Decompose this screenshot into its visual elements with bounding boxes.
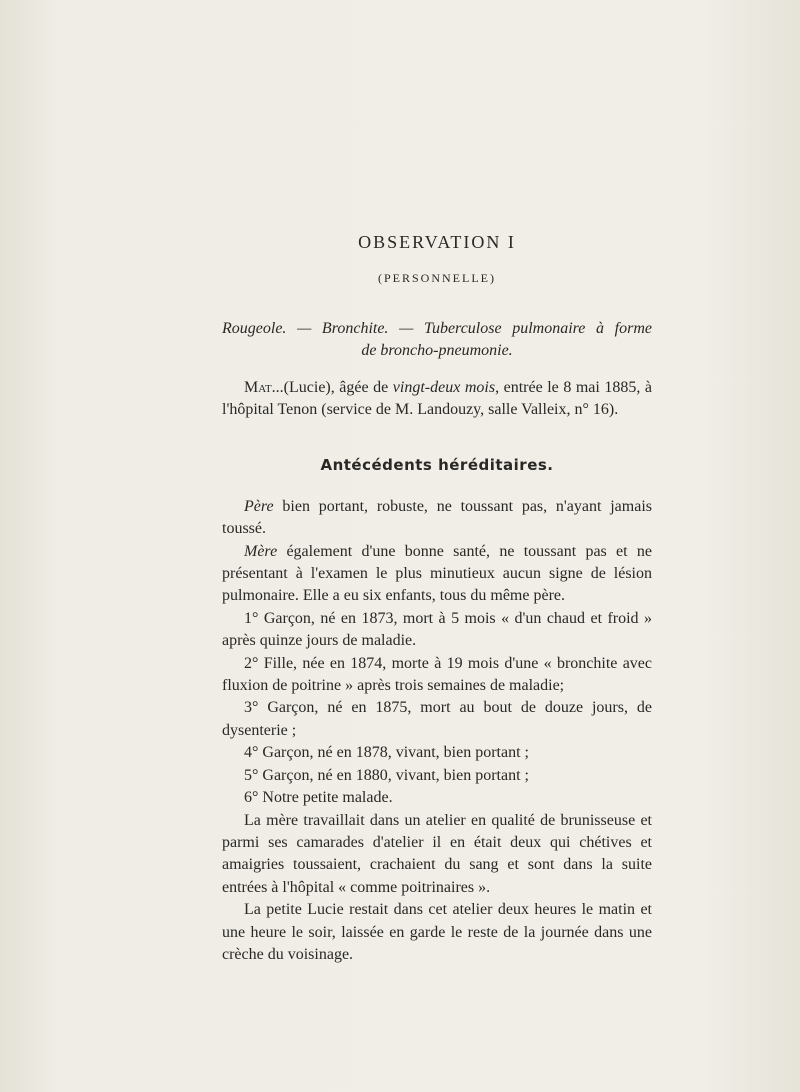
patient-age: vingt-deux mois (392, 379, 496, 396)
diagnosis-line-2: de broncho-pneumonie. (361, 342, 513, 359)
intro-text-1: (Lucie), âgée de (283, 379, 393, 396)
section-title: Antécédents héréditaires. (320, 455, 554, 474)
patient-name: Mat... (244, 379, 284, 396)
diagnosis-heading (222, 318, 652, 362)
diagnosis-line-1: Rougeole. — Bronchite. — Tuberculose pulmonaire à forme (222, 320, 652, 337)
observation-subtitle: (PERSONNELLE) (378, 271, 496, 285)
mother-text: également d'une bonne santé, ne toussant pas et ne présentant à l'examen le plus minutieux aucun signe de lésion pulmonaire. Elle a eu six enfants, tous du même père. (222, 542, 652, 605)
mother-lead: Mère (244, 542, 278, 560)
father-paragraph (222, 496, 652, 541)
mother-paragraph (222, 541, 652, 608)
patient-intro (222, 377, 652, 422)
document-body (222, 228, 652, 966)
child-item-5: 5° Garçon, né en 1880, vivant, bien portant ; (244, 766, 529, 784)
child-item-6: 6° Notre petite malade. (244, 789, 393, 807)
child-item-1: 1° Garçon, né en 1873, mort à 5 mois « d'un chaud et froid » après quinze jours de maladie. (222, 609, 652, 650)
father-text: bien portant, robuste, ne toussant pas, n'ayant jamais toussé. (222, 497, 652, 538)
workshop-paragraph: La mère travaillait dans un atelier en qualité de brunisseuse et parmi ses camarades d'atelier il en était deux qui chétives et amaigries toussaient, crachaient du sang et sont dans la suite entrées à l'hôpital « comme poitrinaires ». (222, 811, 652, 896)
child-item-2: 2° Fille, née en 1874, morte à 19 mois d'une « bronchite avec fluxion de poitrine » après trois semaines de maladie; (222, 654, 652, 695)
intro-text-2: , entrée le 8 mai 1885, à l'hôpital Tenon (service de M. Landouzy, salle Valleix, n° 16). (222, 379, 653, 419)
observation-title: OBSERVATION I (358, 232, 516, 252)
creche-paragraph: La petite Lucie restait dans cet atelier deux heures le matin et une heure le soir, laissée en garde le reste de la journée dans une crèche du voisinage. (222, 901, 652, 963)
father-lead: Père (244, 497, 274, 515)
child-item-4: 4° Garçon, né en 1878, vivant, bien portant ; (244, 744, 529, 762)
child-item-3: 3° Garçon, né en 1875, mort au bout de douze jours, de dysenterie ; (222, 699, 652, 739)
